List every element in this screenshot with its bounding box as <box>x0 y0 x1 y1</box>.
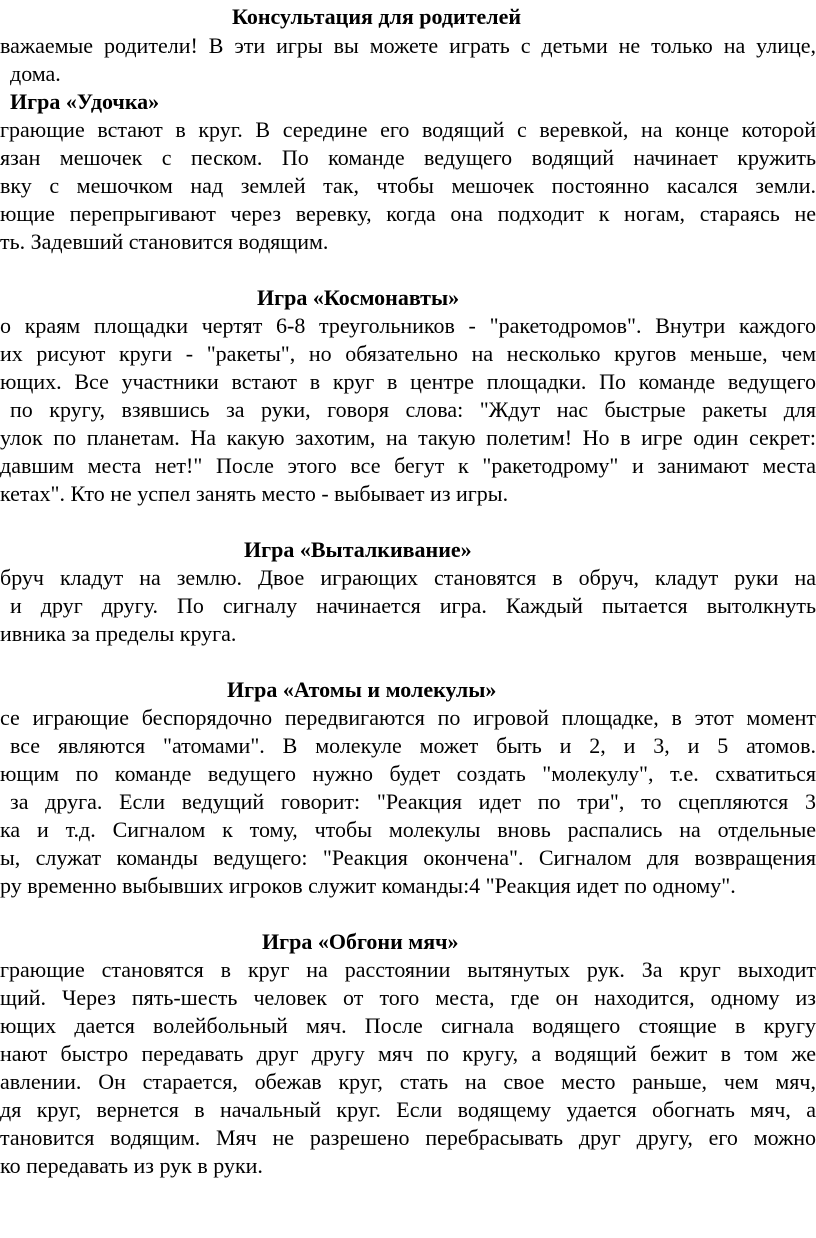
section-line: ы, служат команды ведущего: "Реакция окончена". Сигналом для возвращения <box>0 845 816 870</box>
section-line: дя круг, вернется в начальный круг. Если водящему удается обогнать мяч, а <box>0 1097 816 1122</box>
section-line: ру временно выбывших игроков служит команды:4 "Реакция идет по одному". <box>0 873 736 898</box>
section-line: ко передавать из рук в руки. <box>0 1153 263 1178</box>
section-line: ющие перепрыгивают через веревку, когда она подходит к ногам, стараясь не <box>0 201 816 226</box>
section-line: ющих дается волейбольный мяч. После сигнала водящего стоящие в кругу <box>0 1013 816 1038</box>
section-heading: Игра «Удочка» <box>10 89 160 114</box>
document-title: Консультация для родителей <box>232 4 522 29</box>
section-line: щий. Через пять-шесть человек от того места, где он находится, одному из <box>0 985 816 1010</box>
section-line: грающие становятся в круг на расстоянии вытянутых рук. За круг выходит <box>0 957 816 982</box>
section-line: ивника за пределы круга. <box>0 621 237 646</box>
section-line: язан мешочек с песком. По команде ведущего водящий начинает кружить <box>0 145 816 170</box>
section-line: авлении. Он старается, обежав круг, стать на свое место раньше, чем мяч, <box>0 1069 816 1094</box>
section-line: вку с мешочком над землей так, чтобы мешочек постоянно касался земли. <box>0 173 816 198</box>
section-line: нают быстро передавать друг другу мяч по кругу, а водящий бежит в том же <box>0 1041 816 1066</box>
section-line: се играющие беспорядочно передвигаются по игровой площадке, в этот момент <box>0 705 816 730</box>
section-line: давшим места нет!" После этого все бегут к "ракетодрому" и занимают места <box>0 453 816 478</box>
section-line: ющим по команде ведущего нужно будет создать "молекулу", т.е. схватиться <box>0 761 816 786</box>
section-line: их рисуют круги - "ракеты", но обязательно на несколько кругов меньше, чем <box>0 341 816 366</box>
section-line: и друг другу. По сигналу начинается игра. Каждый пытается вытолкнуть <box>10 593 816 618</box>
intro-line: дома. <box>10 61 61 86</box>
section-heading: Игра «Выталкивание» <box>244 537 472 562</box>
section-line: ть. Задевший становится водящим. <box>0 229 329 254</box>
section-line: по кругу, взявшись за руки, говоря слова: "Ждут нас быстрые ракеты для <box>10 397 816 422</box>
section-line: улок по планетам. На какую захотим, на такую полетим! Но в игре один секрет: <box>0 425 816 450</box>
section-line: бруч кладут на землю. Двое играющих становятся в обруч, кладут руки на <box>0 565 816 590</box>
section-line: ка и т.д. Сигналом к тому, чтобы молекулы вновь распались на отдельные <box>0 817 816 842</box>
section-line: о краям площадки чертят 6-8 треугольников - "ракетодромов". Внутри каждого <box>0 313 816 338</box>
section-line: за друга. Если ведущий говорит: "Реакция идет по три", то сцепляются 3 <box>10 789 816 814</box>
section-heading: Игра «Атомы и молекулы» <box>227 677 497 702</box>
section-line: ющих. Все участники встают в круг в центре площадки. По команде ведущего <box>0 369 816 394</box>
intro-line: важаемые родители! В эти игры вы можете играть с детьми не только на улице, <box>0 33 816 58</box>
section-line: кетах". Кто не успел занять место - выбывает из игры. <box>0 481 509 506</box>
section-line: все являются "атомами". В молекуле может быть и 2, и 3, и 5 атомов. <box>10 733 816 758</box>
section-line: тановится водящим. Мяч не разрешено перебрасывать друг другу, его можно <box>0 1125 816 1150</box>
section-line: грающие встают в круг. В середине его водящий с веревкой, на конце которой <box>0 117 816 142</box>
section-heading: Игра «Обгони мяч» <box>262 929 459 954</box>
section-heading: Игра «Космонавты» <box>257 285 460 310</box>
